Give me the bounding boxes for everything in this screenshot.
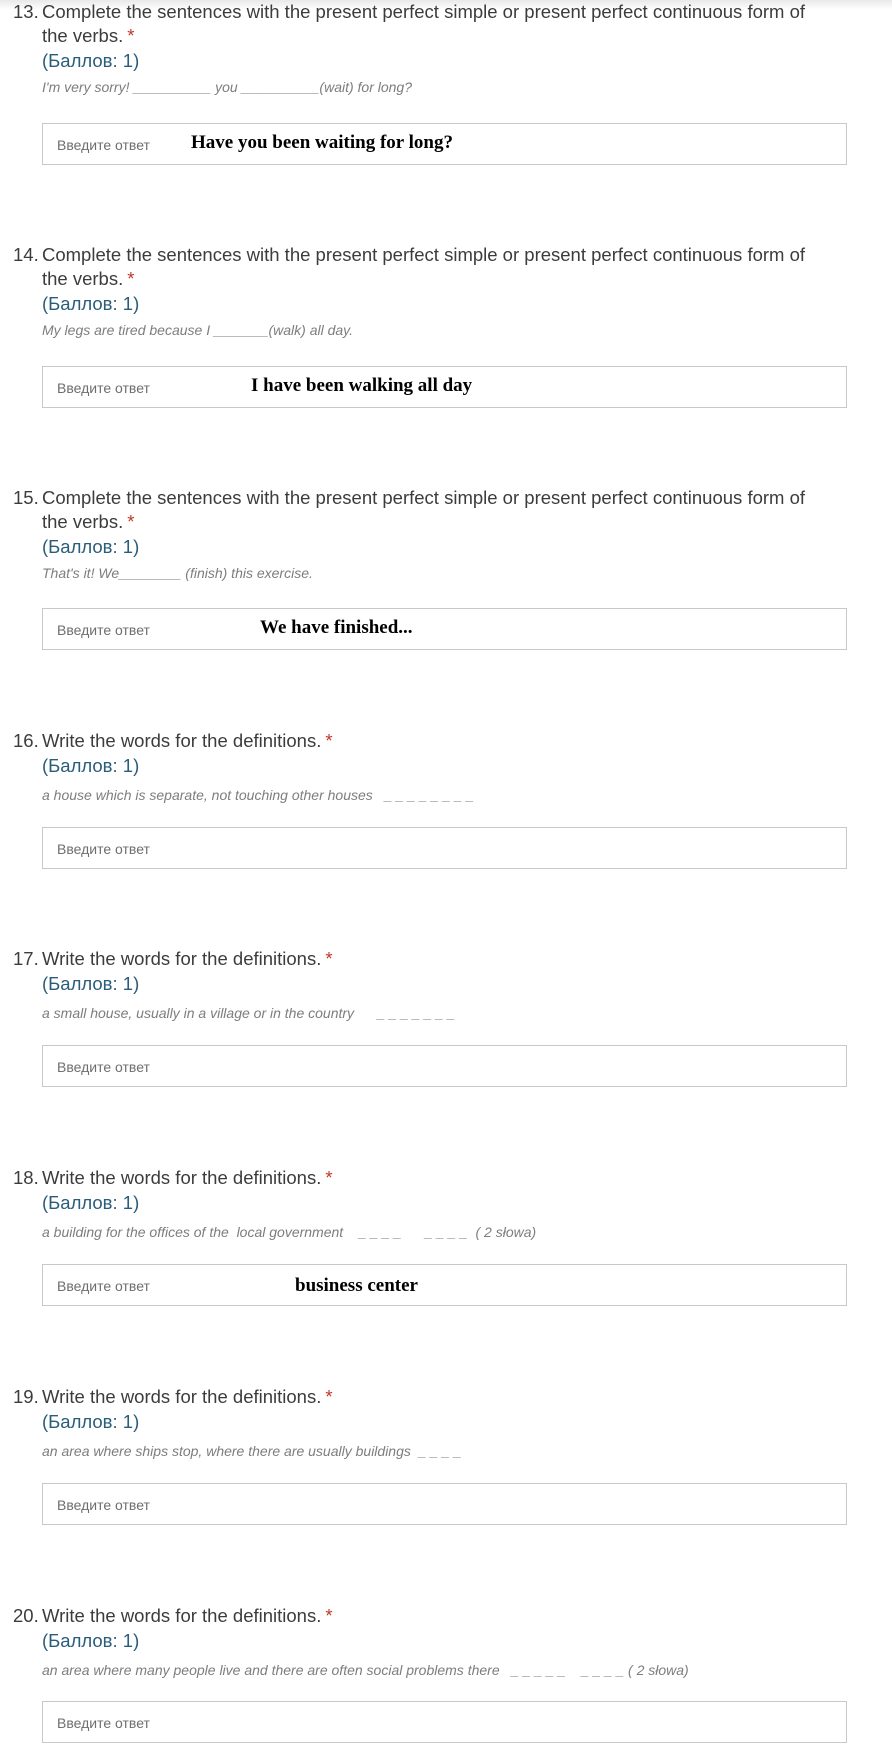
points-label: (Баллов: 1) — [42, 973, 140, 994]
question-title — [0, 1385, 892, 1409]
answer-input[interactable] — [42, 1701, 847, 1743]
question-title — [0, 243, 892, 291]
question-number: 14. — [13, 244, 39, 265]
question-number: 13. — [13, 1, 39, 22]
question-19 — [0, 1385, 892, 1460]
question-title — [0, 0, 892, 48]
required-asterisk: * — [127, 511, 135, 532]
question-prompt: That's it! We________ (finish) this exercise. — [42, 565, 313, 581]
points-label: (Баллов: 1) — [42, 1192, 140, 1213]
required-asterisk: * — [325, 1386, 333, 1407]
question-number: 16. — [13, 730, 39, 751]
question-text: Write the words for the definitions. — [42, 948, 322, 969]
required-asterisk: * — [325, 1167, 333, 1188]
question-number: 15. — [13, 487, 39, 508]
question-text: Complete the sentences with the present perfect simple or present perfect continuous form of — [42, 244, 806, 265]
question-prompt: a building for the offices of the local government _ _ _ _ _ _ _ _ ( 2 słowa) — [42, 1224, 537, 1240]
answer-input[interactable] — [42, 366, 847, 408]
question-text-continued: the verbs. — [42, 511, 124, 532]
answer-input[interactable] — [42, 1264, 847, 1306]
question-prompt: a small house, usually in a village or in the country _ _ _ _ _ _ _ — [42, 1005, 456, 1021]
points-label: (Баллов: 1) — [42, 536, 140, 557]
answer-input[interactable] — [42, 608, 847, 650]
required-asterisk: * — [127, 25, 135, 46]
points-label: (Баллов: 1) — [42, 755, 140, 776]
required-asterisk: * — [325, 1605, 333, 1626]
question-prompt: an area where ships stop, where there are usually buildings _ _ _ _ — [42, 1443, 462, 1459]
question-text: Write the words for the definitions. — [42, 1167, 322, 1188]
points-label: (Баллов: 1) — [42, 1411, 140, 1432]
answer-placeholder: Введите ответ — [57, 841, 150, 857]
question-prompt: a house which is separate, not touching other houses _ _ _ _ _ _ _ _ — [42, 787, 474, 803]
question-title — [0, 1166, 892, 1190]
question-text: Complete the sentences with the present perfect simple or present perfect continuous form of — [42, 1, 806, 22]
question-prompt: I'm very sorry! __________ you __________(wait) for long? — [42, 79, 413, 95]
answer-placeholder: Введите ответ — [57, 1715, 150, 1731]
written-answer: Have you been waiting for long? — [191, 132, 453, 153]
question-number: 19. — [13, 1386, 39, 1407]
question-15 — [0, 486, 892, 582]
written-answer: business center — [295, 1275, 418, 1296]
question-number: 20. — [13, 1605, 39, 1626]
answer-placeholder: Введите ответ — [57, 137, 150, 153]
written-answer: We have finished... — [260, 617, 413, 638]
question-text-continued: the verbs. — [42, 268, 124, 289]
question-17 — [0, 947, 892, 1022]
points-label: (Баллов: 1) — [42, 50, 140, 71]
required-asterisk: * — [325, 948, 333, 969]
answer-input[interactable] — [42, 1483, 847, 1525]
question-prompt: an area where many people live and there are often social problems there _ _ _ _ _ _ _ _ _ ( 2 słowa) — [42, 1662, 689, 1678]
points-label: (Баллов: 1) — [42, 293, 140, 314]
answer-input[interactable] — [42, 827, 847, 869]
answer-placeholder: Введите ответ — [57, 1278, 150, 1294]
answer-input[interactable] — [42, 123, 847, 165]
answer-input[interactable] — [42, 1045, 847, 1087]
question-text: Write the words for the definitions. — [42, 1386, 322, 1407]
question-title — [0, 1604, 892, 1628]
required-asterisk: * — [325, 730, 333, 751]
answer-placeholder: Введите ответ — [57, 1059, 150, 1075]
answer-placeholder: Введите ответ — [57, 1497, 150, 1513]
answer-placeholder: Введите ответ — [57, 622, 150, 638]
question-number: 18. — [13, 1167, 39, 1188]
question-16 — [0, 729, 892, 804]
required-asterisk: * — [127, 268, 135, 289]
question-text-continued: the verbs. — [42, 25, 124, 46]
question-number: 17. — [13, 948, 39, 969]
question-14 — [0, 243, 892, 339]
answer-placeholder: Введите ответ — [57, 380, 150, 396]
question-title — [0, 947, 892, 971]
question-title — [0, 486, 892, 534]
question-13 — [0, 0, 892, 96]
points-label: (Баллов: 1) — [42, 1630, 140, 1651]
question-text: Complete the sentences with the present perfect simple or present perfect continuous form of — [42, 487, 806, 508]
question-20 — [0, 1604, 892, 1679]
question-18 — [0, 1166, 892, 1241]
question-text: Write the words for the definitions. — [42, 1605, 322, 1626]
written-answer: I have been walking all day — [251, 375, 473, 396]
question-text: Write the words for the definitions. — [42, 730, 322, 751]
question-prompt: My legs are tired because I _______(walk) all day. — [42, 322, 354, 338]
question-title — [0, 729, 892, 753]
